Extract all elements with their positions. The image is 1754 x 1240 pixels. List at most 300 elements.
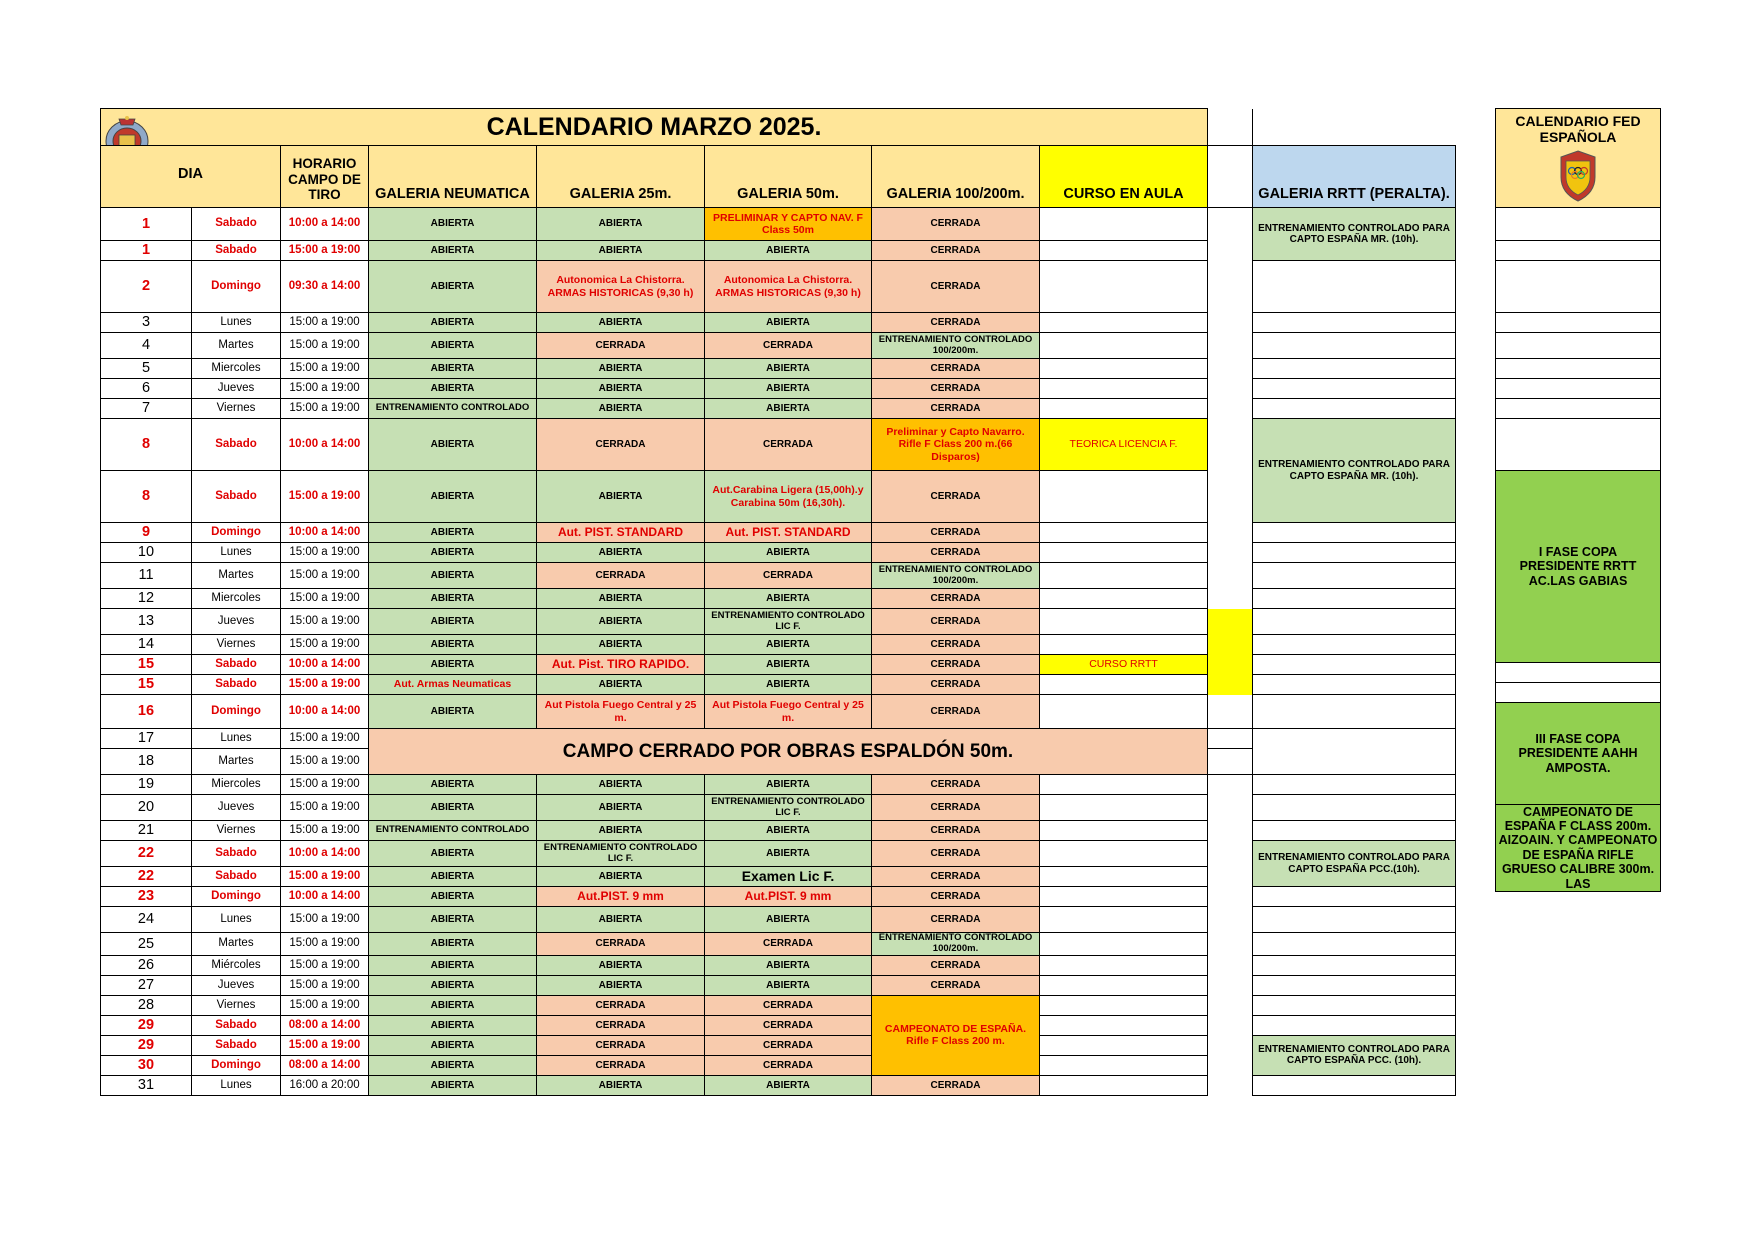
galeria-25m-cell: CERRADA: [537, 1055, 705, 1075]
gap-column-cell: [1208, 821, 1253, 841]
galeria-100-200m-cell: CERRADA: [872, 821, 1040, 841]
gap-column: [1208, 146, 1253, 208]
schedule-cell: 15:00 a 19:00: [281, 867, 369, 887]
weekday-cell: Martes: [192, 333, 281, 359]
gap-column-cell: [1208, 867, 1253, 887]
federation-calendar-title: CALENDARIO FED ESPAÑOLA: [1515, 113, 1641, 146]
table-row: [1496, 471, 1661, 523]
galeria-50m-cell: ABIERTA: [705, 399, 872, 419]
galeria-neumatica-cell: ABIERTA: [369, 1075, 537, 1095]
federation-calendar-header: [1496, 109, 1661, 208]
galeria-100-200m-cell: CERRADA: [872, 907, 1040, 933]
gap-column-cell: [1208, 1055, 1253, 1075]
rrtt-cell: [1253, 933, 1456, 956]
gap-column-cell: [1208, 995, 1253, 1015]
gap-column-cell: [1208, 933, 1253, 956]
rrtt-cell: [1253, 379, 1456, 399]
rrtt-cell: [1253, 359, 1456, 379]
galeria-neumatica-cell: ABIERTA: [369, 419, 537, 471]
table-row: [101, 867, 1456, 887]
schedule-cell: 15:00 a 19:00: [281, 241, 369, 261]
curso-aula-cell: [1040, 208, 1208, 241]
table-row: [101, 543, 1456, 563]
galeria-25m-cell: ABIERTA: [537, 821, 705, 841]
gap-column-cell: [1208, 955, 1253, 975]
galeria-100-200m-cell: CERRADA: [872, 655, 1040, 675]
day-number-cell: 3: [101, 313, 192, 333]
weekday-cell: Domingo: [192, 261, 281, 313]
galeria-25m-cell: CERRADA: [537, 1015, 705, 1035]
galeria-neumatica-cell: ABIERTA: [369, 655, 537, 675]
galeria-25m-cell: CERRADA: [537, 419, 705, 471]
schedule-cell: 10:00 a 14:00: [281, 523, 369, 543]
galeria-25m-cell: ENTRENAMIENTO CONTROLADO LIC F.: [537, 841, 705, 867]
gap-column-cell: [1208, 975, 1253, 995]
galeria-50m-cell: ENTRENAMIENTO CONTROLADO LIC F.: [705, 795, 872, 821]
day-number-cell: 24: [101, 907, 192, 933]
gap-column-cell: [1208, 241, 1253, 261]
day-number-cell: 17: [101, 729, 192, 749]
schedule-cell: 15:00 a 19:00: [281, 749, 369, 775]
federation-logo-icon: [1555, 149, 1601, 203]
galeria-50m-cell: ABIERTA: [705, 907, 872, 933]
galeria-100-200m-cell: CERRADA: [872, 399, 1040, 419]
galeria-neumatica-cell: ABIERTA: [369, 795, 537, 821]
galeria-50m-cell: CERRADA: [705, 333, 872, 359]
galeria-100-200m-cell: CERRADA: [872, 675, 1040, 695]
curso-aula-cell: [1208, 749, 1253, 775]
day-number-cell: 26: [101, 955, 192, 975]
galeria-50m-cell: Examen Lic F.: [705, 867, 872, 887]
galeria-50m-cell: CERRADA: [705, 419, 872, 471]
galeria-25m-cell: ABIERTA: [537, 313, 705, 333]
curso-aula-cell: [1040, 795, 1208, 821]
weekday-cell: Lunes: [192, 907, 281, 933]
rrtt-cell: [1253, 589, 1456, 609]
galeria-25m-cell: CERRADA: [537, 1035, 705, 1055]
gap-column-cell: [1208, 775, 1253, 795]
day-number-cell: 21: [101, 821, 192, 841]
schedule-cell: 15:00 a 19:00: [281, 333, 369, 359]
weekday-cell: Sabado: [192, 241, 281, 261]
day-number-cell: 5: [101, 359, 192, 379]
gap-column-cell: [1208, 907, 1253, 933]
table-row: [101, 563, 1456, 589]
curso-aula-cell: [1040, 543, 1208, 563]
galeria-25m-cell: ABIERTA: [537, 399, 705, 419]
curso-aula-cell: [1040, 333, 1208, 359]
galeria-50m-cell: ABIERTA: [705, 635, 872, 655]
day-number-cell: 4: [101, 333, 192, 359]
gap-column-cell: [1208, 635, 1253, 655]
galeria-100-200m-cell: CERRADA: [872, 359, 1040, 379]
schedule-cell: 15:00 a 19:00: [281, 995, 369, 1015]
galeria-100-200m-cell: CERRADA: [872, 795, 1040, 821]
curso-aula-cell: [1040, 563, 1208, 589]
rrtt-header-top: [1253, 109, 1456, 146]
galeria-25m-cell: ABIERTA: [537, 907, 705, 933]
galeria-25m-cell: ABIERTA: [537, 795, 705, 821]
curso-aula-cell: [1040, 589, 1208, 609]
curso-aula-cell: [1040, 635, 1208, 655]
schedule-cell: 10:00 a 14:00: [281, 655, 369, 675]
weekday-cell: Viernes: [192, 821, 281, 841]
galeria-neumatica-cell: ABIERTA: [369, 379, 537, 399]
galeria-50m-cell: ABIERTA: [705, 655, 872, 675]
rrtt-event-cell: ENTRENAMIENTO CONTROLADO PARA CAPTO ESPAÑA MR. (10h).: [1253, 208, 1456, 261]
galeria-50m-cell: CERRADA: [705, 563, 872, 589]
table-row: [1496, 241, 1661, 261]
galeria-50m-cell: Aut Pistola Fuego Central y 25 m.: [705, 695, 872, 729]
galeria-neumatica-cell: ABIERTA: [369, 241, 537, 261]
table-row: [1496, 359, 1661, 379]
galeria-100-200m-cell: ENTRENAMIENTO CONTROLADO 100/200m.: [872, 933, 1040, 956]
federation-event-cell: III FASE COPA PRESIDENTE AAHH AMPOSTA.: [1496, 703, 1661, 805]
gap-column-cell: [1208, 1075, 1253, 1095]
galeria-100-200m-cell: CERRADA: [872, 975, 1040, 995]
galeria-100-200m-cell: CERRADA: [872, 887, 1040, 907]
galeria-50m-cell: ABIERTA: [705, 821, 872, 841]
weekday-cell: Domingo: [192, 523, 281, 543]
table-row: [101, 995, 1456, 1015]
table-row: [1496, 703, 1661, 745]
rrtt-cell: [1253, 333, 1456, 359]
federation-cell: [1496, 359, 1661, 379]
schedule-cell: 15:00 a 19:00: [281, 907, 369, 933]
galeria-25m-cell: ABIERTA: [537, 955, 705, 975]
schedule-cell: 10:00 a 14:00: [281, 887, 369, 907]
curso-aula-cell: [1040, 609, 1208, 635]
weekday-cell: Sabado: [192, 208, 281, 241]
schedule-cell: 15:00 a 19:00: [281, 1035, 369, 1055]
curso-aula-cell: [1040, 841, 1208, 867]
galeria-neumatica-cell: ABIERTA: [369, 208, 537, 241]
table-row: [101, 775, 1456, 795]
federation-cell: [1496, 241, 1661, 261]
schedule-cell: 15:00 a 19:00: [281, 729, 369, 749]
table-row: [1496, 683, 1661, 703]
gap-column-cell: [1208, 1015, 1253, 1035]
galeria-50m-cell: ABIERTA: [705, 589, 872, 609]
table-row: [101, 907, 1456, 933]
galeria-50m-cell: Aut.PIST. 9 mm: [705, 887, 872, 907]
weekday-cell: Miercoles: [192, 775, 281, 795]
galeria-neumatica-cell: ABIERTA: [369, 635, 537, 655]
schedule-cell: 16:00 a 20:00: [281, 1075, 369, 1095]
weekday-cell: Domingo: [192, 887, 281, 907]
day-number-cell: 2: [101, 261, 192, 313]
table-row: [101, 589, 1456, 609]
schedule-cell: 15:00 a 19:00: [281, 609, 369, 635]
curso-aula-cell: [1040, 379, 1208, 399]
schedule-cell: 15:00 a 19:00: [281, 313, 369, 333]
galeria-25m-cell: CERRADA: [537, 563, 705, 589]
gap-column-cell: [1208, 471, 1253, 523]
schedule-cell: 15:00 a 19:00: [281, 975, 369, 995]
curso-aula-cell: [1040, 821, 1208, 841]
table-row: [101, 933, 1456, 956]
day-number-cell: 19: [101, 775, 192, 795]
table-row: [101, 399, 1456, 419]
galeria-neumatica-cell: ABIERTA: [369, 1015, 537, 1035]
gap-column-cell: [1208, 543, 1253, 563]
galeria-25m-cell: ABIERTA: [537, 379, 705, 399]
schedule-cell: 15:00 a 19:00: [281, 359, 369, 379]
schedule-cell: 15:00 a 19:00: [281, 543, 369, 563]
schedule-cell: 08:00 a 14:00: [281, 1015, 369, 1035]
rrtt-cell: [1253, 775, 1456, 795]
rrtt-cell: [1253, 995, 1456, 1015]
galeria-neumatica-cell: ABIERTA: [369, 695, 537, 729]
galeria-50m-cell: ABIERTA: [705, 313, 872, 333]
galeria-50m-cell: ABIERTA: [705, 241, 872, 261]
galeria-50m-cell: ABIERTA: [705, 841, 872, 867]
rrtt-cell: [1253, 821, 1456, 841]
galeria-neumatica-cell: ABIERTA: [369, 841, 537, 867]
day-number-cell: 11: [101, 563, 192, 589]
weekday-cell: Sabado: [192, 471, 281, 523]
calendar-title: [101, 109, 1208, 146]
curso-aula-cell: [1040, 1035, 1208, 1055]
curso-aula-cell: [1040, 1015, 1208, 1035]
rrtt-cell: [1253, 635, 1456, 655]
rrtt-cell: [1253, 907, 1456, 933]
galeria-neumatica-cell: ENTRENAMIENTO CONTROLADO: [369, 399, 537, 419]
galeria-100-200m-cell: CERRADA: [872, 609, 1040, 635]
schedule-cell: 10:00 a 14:00: [281, 419, 369, 471]
galeria-neumatica-cell: ABIERTA: [369, 261, 537, 313]
galeria-100-200m-cell: CERRADA: [872, 241, 1040, 261]
table-row: [101, 1055, 1456, 1075]
galeria-100-200m-cell: ENTRENAMIENTO CONTROLADO 100/200m.: [872, 563, 1040, 589]
table-row: [1496, 399, 1661, 419]
galeria-neumatica-cell: ABIERTA: [369, 359, 537, 379]
galeria-neumatica-cell: ABIERTA: [369, 975, 537, 995]
header-galeria-neumatica: GALERIA NEUMATICA: [369, 146, 537, 208]
rrtt-cell: [1253, 695, 1456, 729]
weekday-cell: Viernes: [192, 995, 281, 1015]
curso-aula-cell: [1040, 955, 1208, 975]
gap-column-cell: [1208, 695, 1253, 729]
gap-column-cell: [1208, 523, 1253, 543]
galeria-50m-cell: ABIERTA: [705, 543, 872, 563]
day-number-cell: 22: [101, 841, 192, 867]
federation-calendar-table: [1495, 108, 1661, 892]
schedule-cell: 15:00 a 19:00: [281, 933, 369, 956]
galeria-25m-cell: Aut.PIST. 9 mm: [537, 887, 705, 907]
rrtt-cell: [1253, 313, 1456, 333]
curso-aula-cell: [1040, 775, 1208, 795]
federation-cell: [1496, 261, 1661, 313]
galeria-25m-cell: ABIERTA: [537, 775, 705, 795]
rrtt-cell: [1253, 655, 1456, 675]
gap-column-cell: [1208, 261, 1253, 313]
weekday-cell: Sabado: [192, 1035, 281, 1055]
galeria-neumatica-cell: ABIERTA: [369, 1055, 537, 1075]
day-number-cell: 6: [101, 379, 192, 399]
galeria-50m-cell: ABIERTA: [705, 975, 872, 995]
header-horario: HORARIO CAMPO DE TIRO: [281, 146, 369, 208]
galeria-100-200m-cell: CERRADA: [872, 775, 1040, 795]
curso-aula-cell: CURSO RRTT: [1040, 655, 1208, 675]
day-number-cell: 27: [101, 975, 192, 995]
table-row: [101, 1035, 1456, 1055]
galeria-50m-cell: ABIERTA: [705, 775, 872, 795]
rrtt-cell: [1253, 975, 1456, 995]
galeria-50m-cell: Aut.Carabina Ligera (15,00h).y Carabina 50m (16,30h).: [705, 471, 872, 523]
table-row: [1496, 804, 1661, 891]
galeria-25m-cell: ABIERTA: [537, 1075, 705, 1095]
day-number-cell: 14: [101, 635, 192, 655]
galeria-neumatica-cell: ABIERTA: [369, 523, 537, 543]
galeria-50m-cell: CERRADA: [705, 1015, 872, 1035]
galeria-100-200m-cell: CERRADA: [872, 543, 1040, 563]
galeria-25m-cell: ABIERTA: [537, 675, 705, 695]
table-row: [101, 208, 1456, 241]
weekday-cell: Martes: [192, 749, 281, 775]
gap-column-cell: [1208, 887, 1253, 907]
galeria-50m-cell: Autonomica La Chistorra. ARMAS HISTORICAS (9,30 h): [705, 261, 872, 313]
galeria-100-200m-cell: CERRADA: [872, 589, 1040, 609]
galeria-neumatica-cell: ABIERTA: [369, 589, 537, 609]
day-number-cell: 8: [101, 419, 192, 471]
curso-aula-cell: [1040, 399, 1208, 419]
rrtt-cell: [1253, 795, 1456, 821]
galeria-100-200m-cell: ENTRENAMIENTO CONTROLADO 100/200m.: [872, 333, 1040, 359]
rrtt-cell: [1253, 563, 1456, 589]
table-row: [101, 975, 1456, 995]
weekday-cell: Viernes: [192, 635, 281, 655]
rrtt-cell: [1253, 1015, 1456, 1035]
header-galeria-50m: GALERIA 50m.: [705, 146, 872, 208]
curso-aula-cell: [1040, 695, 1208, 729]
rrtt-cell: [1253, 1075, 1456, 1095]
table-row: [101, 379, 1456, 399]
federation-cell: [1496, 419, 1661, 471]
galeria-25m-cell: ABIERTA: [537, 208, 705, 241]
rrtt-cell: [1253, 543, 1456, 563]
table-row: [1496, 379, 1661, 399]
schedule-cell: 15:00 a 19:00: [281, 635, 369, 655]
day-number-cell: 1: [101, 208, 192, 241]
day-number-cell: 13: [101, 609, 192, 635]
galeria-neumatica-cell: ENTRENAMIENTO CONTROLADO: [369, 821, 537, 841]
galeria-100-200m-cell: CERRADA: [872, 635, 1040, 655]
galeria-100-200m-cell: CAMPEONATO DE ESPAÑA. Rifle F Class 200 m.: [872, 995, 1040, 1075]
galeria-25m-cell: CERRADA: [537, 333, 705, 359]
rrtt-cell: [1253, 399, 1456, 419]
federation-cell: [1496, 333, 1661, 359]
galeria-neumatica-cell: ABIERTA: [369, 775, 537, 795]
header-galeria-rrtt: GALERIA RRTT (PERALTA).: [1253, 146, 1456, 208]
curso-aula-cell: [1040, 907, 1208, 933]
weekday-cell: Domingo: [192, 695, 281, 729]
gap-column-cell: [1208, 359, 1253, 379]
galeria-neumatica-cell: Aut. Armas Neumaticas: [369, 675, 537, 695]
day-number-cell: 28: [101, 995, 192, 1015]
schedule-cell: 08:00 a 14:00: [281, 1055, 369, 1075]
galeria-neumatica-cell: ABIERTA: [369, 471, 537, 523]
galeria-25m-cell: ABIERTA: [537, 975, 705, 995]
galeria-50m-cell: CERRADA: [705, 995, 872, 1015]
galeria-50m-cell: PRELIMINAR Y CAPTO NAV. F Class 50m: [705, 208, 872, 241]
table-row: [1496, 313, 1661, 333]
galeria-50m-cell: ABIERTA: [705, 359, 872, 379]
galeria-neumatica-cell: ABIERTA: [369, 907, 537, 933]
galeria-neumatica-cell: ABIERTA: [369, 933, 537, 956]
gap-column-cell: [1253, 729, 1456, 749]
curso-aula-cell: [1040, 1055, 1208, 1075]
gap-column-cell: [1208, 563, 1253, 589]
weekday-cell: Jueves: [192, 609, 281, 635]
calendar-table: [100, 108, 1456, 1096]
galeria-25m-cell: ABIERTA: [537, 589, 705, 609]
galeria-neumatica-cell: ABIERTA: [369, 887, 537, 907]
curso-aula-cell: [1040, 1075, 1208, 1095]
day-number-cell: 22: [101, 867, 192, 887]
day-number-cell: 31: [101, 1075, 192, 1095]
galeria-25m-cell: CERRADA: [537, 933, 705, 956]
table-row: [101, 609, 1456, 635]
galeria-50m-cell: ABIERTA: [705, 1075, 872, 1095]
gap-column-cell: [1208, 655, 1253, 675]
galeria-25m-cell: ABIERTA: [537, 867, 705, 887]
weekday-cell: Lunes: [192, 313, 281, 333]
galeria-50m-cell: CERRADA: [705, 1055, 872, 1075]
curso-aula-cell: [1040, 995, 1208, 1015]
weekday-cell: Miércoles: [192, 955, 281, 975]
schedule-cell: 15:00 a 19:00: [281, 795, 369, 821]
schedule-cell: 15:00 a 19:00: [281, 471, 369, 523]
day-number-cell: 15: [101, 655, 192, 675]
day-number-cell: 29: [101, 1035, 192, 1055]
galeria-50m-cell: ABIERTA: [705, 379, 872, 399]
weekday-cell: Sabado: [192, 655, 281, 675]
table-row: [101, 313, 1456, 333]
schedule-cell: 15:00 a 19:00: [281, 589, 369, 609]
weekday-cell: Martes: [192, 933, 281, 956]
galeria-25m-cell: Aut. Pist. TIRO RAPIDO.: [537, 655, 705, 675]
schedule-cell: 15:00 a 19:00: [281, 379, 369, 399]
federation-cell: [1496, 208, 1661, 241]
weekday-cell: Jueves: [192, 379, 281, 399]
curso-aula-cell: [1040, 675, 1208, 695]
gap-column-header: [1208, 109, 1253, 146]
gap-column-cell: [1208, 208, 1253, 241]
galeria-25m-cell: Aut. PIST. STANDARD: [537, 523, 705, 543]
rrtt-cell: [1253, 955, 1456, 975]
gap-column-cell: [1208, 313, 1253, 333]
curso-aula-cell: [1040, 867, 1208, 887]
day-number-cell: 29: [101, 1015, 192, 1035]
galeria-100-200m-cell: CERRADA: [872, 261, 1040, 313]
galeria-50m-cell: CERRADA: [705, 1035, 872, 1055]
galeria-25m-cell: Autonomica La Chistorra. ARMAS HISTORICAS (9,30 h): [537, 261, 705, 313]
rrtt-event-cell: ENTRENAMIENTO CONTROLADO PARA CAPTO ESPAÑA MR. (10h).: [1253, 419, 1456, 523]
weekday-cell: Jueves: [192, 975, 281, 995]
club-logo-icon: [102, 113, 152, 146]
galeria-neumatica-cell: ABIERTA: [369, 867, 537, 887]
galeria-25m-cell: ABIERTA: [537, 359, 705, 379]
day-number-cell: 9: [101, 523, 192, 543]
day-number-cell: 1: [101, 241, 192, 261]
federation-event-cell: I FASE COPA PRESIDENTE RRTT AC.LAS GABIAS: [1496, 471, 1661, 663]
gap-column-cell: [1208, 1035, 1253, 1055]
table-row: [101, 419, 1456, 471]
weekday-cell: Jueves: [192, 795, 281, 821]
galeria-100-200m-cell: CERRADA: [872, 1075, 1040, 1095]
galeria-100-200m-cell: CERRADA: [872, 867, 1040, 887]
